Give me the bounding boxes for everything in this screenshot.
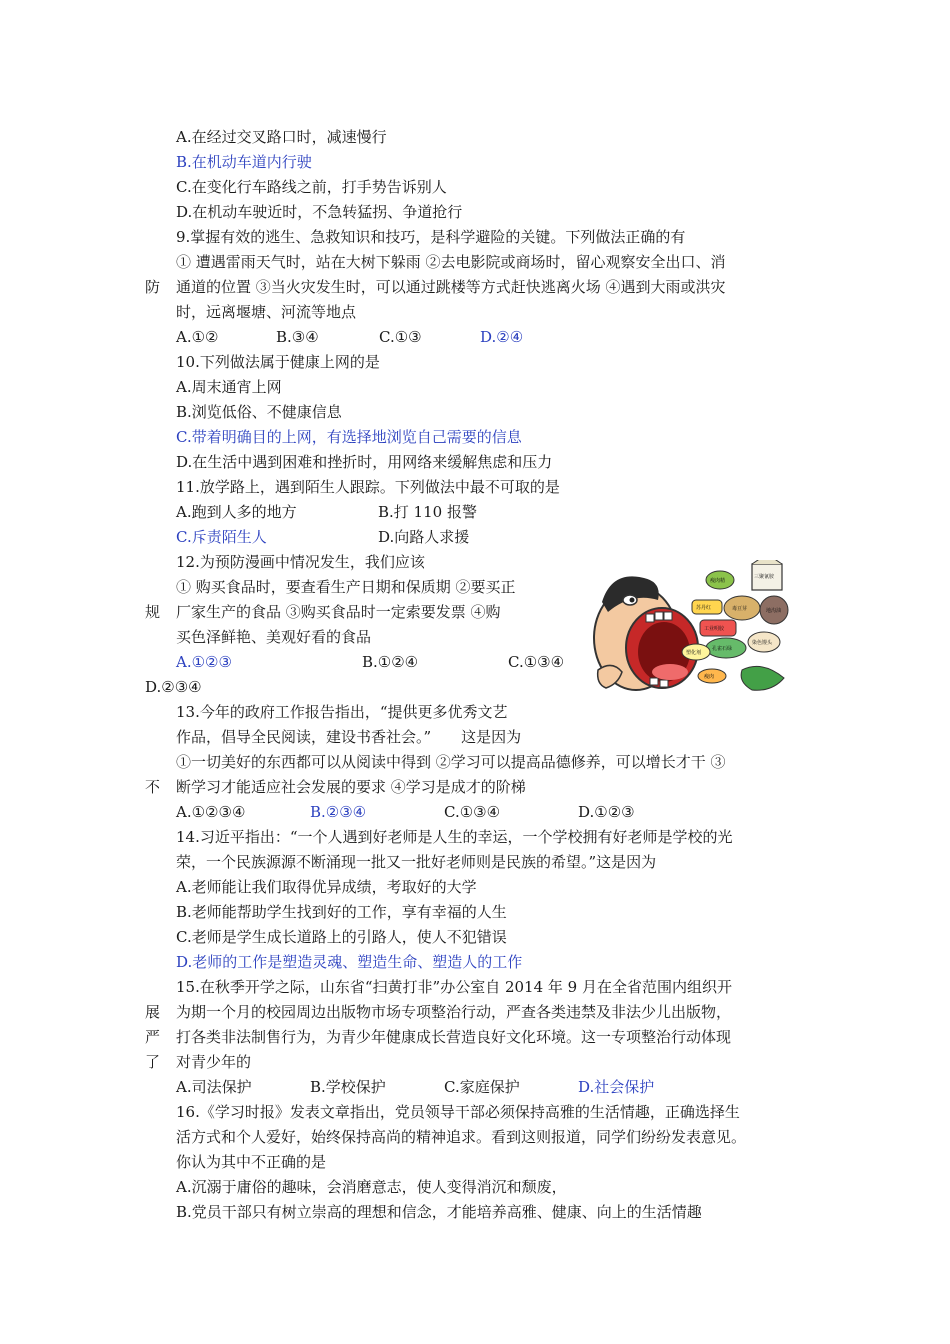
q15-option-a: A.司法保护 bbox=[176, 1078, 252, 1096]
q15-stem-line: 对青少年的 bbox=[176, 1053, 252, 1071]
q9-option-b: B.③④ bbox=[276, 328, 319, 346]
q11-option-c-answer: C.斥责陌生人 bbox=[176, 528, 267, 546]
q8-option-a: A.在经过交叉路口时，减速慢行 bbox=[176, 128, 387, 146]
food-leaves bbox=[741, 666, 784, 690]
q14-option-c: C.老师是学生成长道路上的引路人，使人不犯错误 bbox=[176, 928, 507, 946]
q12-stem: 12.为预防漫画中情况发生，我们应该 bbox=[176, 553, 425, 571]
q8-option-c: C.在变化行车路线之前，打手势告诉别人 bbox=[176, 178, 447, 196]
q9-option-a: A.①② bbox=[176, 328, 219, 346]
food-safety-cartoon bbox=[592, 560, 792, 700]
q15-stem-line: 为期一个月的校园周边出版物市场专项整治行动，严查各类违禁及非法少儿出版物， bbox=[176, 1003, 732, 1021]
q12-option-d: D.②③④ bbox=[145, 678, 202, 696]
q13-stem-line: 13.今年的政府工作报告指出，“提供更多优秀文艺 bbox=[176, 703, 508, 721]
q13-statement-line: 断学习才能适应社会发展的要求 ④学习是成才的阶梯 bbox=[176, 778, 526, 796]
cartoon-label: 地沟油 bbox=[766, 608, 782, 614]
q10-option-a: A.周末通宵上网 bbox=[176, 378, 282, 396]
cartoon-label: 瘦肉精 bbox=[710, 578, 726, 584]
q10-stem: 10.下列做法属于健康上网的是 bbox=[176, 353, 380, 371]
q13-option-b-answer: B.②③④ bbox=[310, 803, 367, 821]
q15-wrapped-char: 展 bbox=[145, 1003, 161, 1021]
q14-stem-line: 14.习近平指出：“一个人遇到好老师是人生的幸运，一个学校拥有好老师是学校的光 bbox=[176, 828, 733, 846]
q12-wrapped-char: 规 bbox=[145, 603, 161, 621]
q9-stem: 9.掌握有效的逃生、急救知识和技巧，是科学避险的关键。下列做法正确的有 bbox=[176, 228, 686, 246]
q12-statement-line: ① 购买食品时，要查看生产日期和保质期 ②要买正 bbox=[176, 578, 516, 596]
q13-option-d: D.①②③ bbox=[578, 803, 635, 821]
q8-option-d: D.在机动车驶近时，不急转猛拐、争道抢行 bbox=[176, 203, 463, 221]
q13-wrapped-char: 不 bbox=[145, 778, 161, 796]
cartoon-label: 苏丹红 bbox=[696, 605, 712, 611]
q9-statement-line: 时，远离堰塘、河流等地点 bbox=[176, 303, 357, 321]
q12-option-a-answer: A.①②③ bbox=[176, 653, 232, 671]
q15-option-d-answer: D.社会保护 bbox=[578, 1078, 655, 1096]
q15-stem-line: 打各类非法制售行为，为青少年健康成长营造良好文化环境。这一专项整治行动体现 bbox=[176, 1028, 732, 1046]
q15-option-c: C.家庭保护 bbox=[444, 1078, 520, 1096]
q13-statement-line: ①一切美好的东西都可以从阅读中得到 ②学习可以提高品德修养，可以增长才干 ③ bbox=[176, 753, 726, 771]
q9-option-d-answer: D.②④ bbox=[480, 328, 524, 346]
q8-option-b-answer: B.在机动车道内行驶 bbox=[176, 153, 312, 171]
q14-option-b: B.老师能帮助学生找到好的工作，享有幸福的人生 bbox=[176, 903, 507, 921]
q11-option-d: D.向路人求援 bbox=[378, 528, 470, 546]
q10-option-d: D.在生活中遇到困难和挫折时，用网络来缓解焦虑和压力 bbox=[176, 453, 553, 471]
q10-option-b: B.浏览低俗、不健康信息 bbox=[176, 403, 342, 421]
cartoon-label: 孔雀石绿 bbox=[712, 646, 733, 652]
q12-statement-line: 厂家生产的食品 ③购买食品时一定索要发票 ④购 bbox=[176, 603, 501, 621]
q15-stem-line: 15.在秋季开学之际，山东省“扫黄打非”办公室自 2014 年 9 月在全省范围内组织开 bbox=[176, 978, 732, 996]
q11-option-b: B.打 110 报警 bbox=[378, 503, 477, 521]
q16-option-b: B.党员干部只有树立崇高的理想和信念，才能培养高雅、健康、向上的生活情趣 bbox=[176, 1203, 702, 1221]
q11-stem: 11.放学路上，遇到陌生人跟踪。下列做法中最不可取的是 bbox=[176, 478, 560, 496]
q10-option-c-answer: C.带着明确目的上网，有选择地浏览自己需要的信息 bbox=[176, 428, 522, 446]
q16-stem-line: 你认为其中不正确的是 bbox=[176, 1153, 327, 1171]
q12-option-c: C.①③④ bbox=[508, 653, 565, 671]
q9-statement-line: ① 遭遇雷雨天气时，站在大树下躲雨 ②去电影院或商场时，留心观察安全出口、消 bbox=[176, 253, 726, 271]
cartoon-label: 工业明胶 bbox=[704, 626, 725, 632]
q13-stem-line: 作品，倡导全民阅读，建设书香社会。” 这是因为 bbox=[176, 728, 522, 746]
q11-option-a: A.跑到人多的地方 bbox=[176, 503, 297, 521]
q16-option-a: A.沉溺于庸俗的趣味，会消磨意志，使人变得消沉和颓废， bbox=[176, 1178, 567, 1196]
q9-statement-line: 通道的位置 ③当火灾发生时，可以通过跳楼等方式赶快逃离火场 ④遇到大雨或洪灾 bbox=[176, 278, 726, 296]
cartoon-label: 染色馒头 bbox=[752, 640, 773, 646]
q12-option-b: B.①②④ bbox=[362, 653, 419, 671]
q14-option-d-answer: D.老师的工作是塑造灵魂、塑造生命、塑造人的工作 bbox=[176, 953, 523, 971]
q9-wrapped-char: 防 bbox=[145, 278, 161, 296]
cartoon-label: 塑化剂 bbox=[686, 650, 702, 656]
q12-statement-line: 买色泽鲜艳、美观好看的食品 bbox=[176, 628, 372, 646]
q13-option-c: C.①③④ bbox=[444, 803, 501, 821]
cartoon-label: 毒豆芽 bbox=[732, 606, 748, 612]
cartoon-label: 三聚氰胺 bbox=[754, 574, 775, 580]
q9-option-c: C.①③ bbox=[379, 328, 422, 346]
q14-option-a: A.老师能让我们取得优异成绩，考取好的大学 bbox=[176, 878, 477, 896]
q15-wrapped-char: 了 bbox=[145, 1053, 161, 1071]
q14-stem-line: 荣，一个民族源源不断涌现一批又一批好老师则是民族的希望。”这是因为 bbox=[176, 853, 657, 871]
q13-option-a: A.①②③④ bbox=[176, 803, 246, 821]
q16-stem-line: 16.《学习时报》发表文章指出，党员领导干部必须保持高雅的生活情趣，正确选择生 bbox=[176, 1103, 740, 1121]
q16-stem-line: 活方式和个人爱好，始终保持高尚的精神追求。看到这则报道，同学们纷纷发表意见。 bbox=[176, 1128, 747, 1146]
q15-wrapped-char: 严 bbox=[145, 1028, 161, 1046]
cartoon-label: 瘦肉 bbox=[704, 674, 715, 680]
q15-option-b: B.学校保护 bbox=[310, 1078, 386, 1096]
